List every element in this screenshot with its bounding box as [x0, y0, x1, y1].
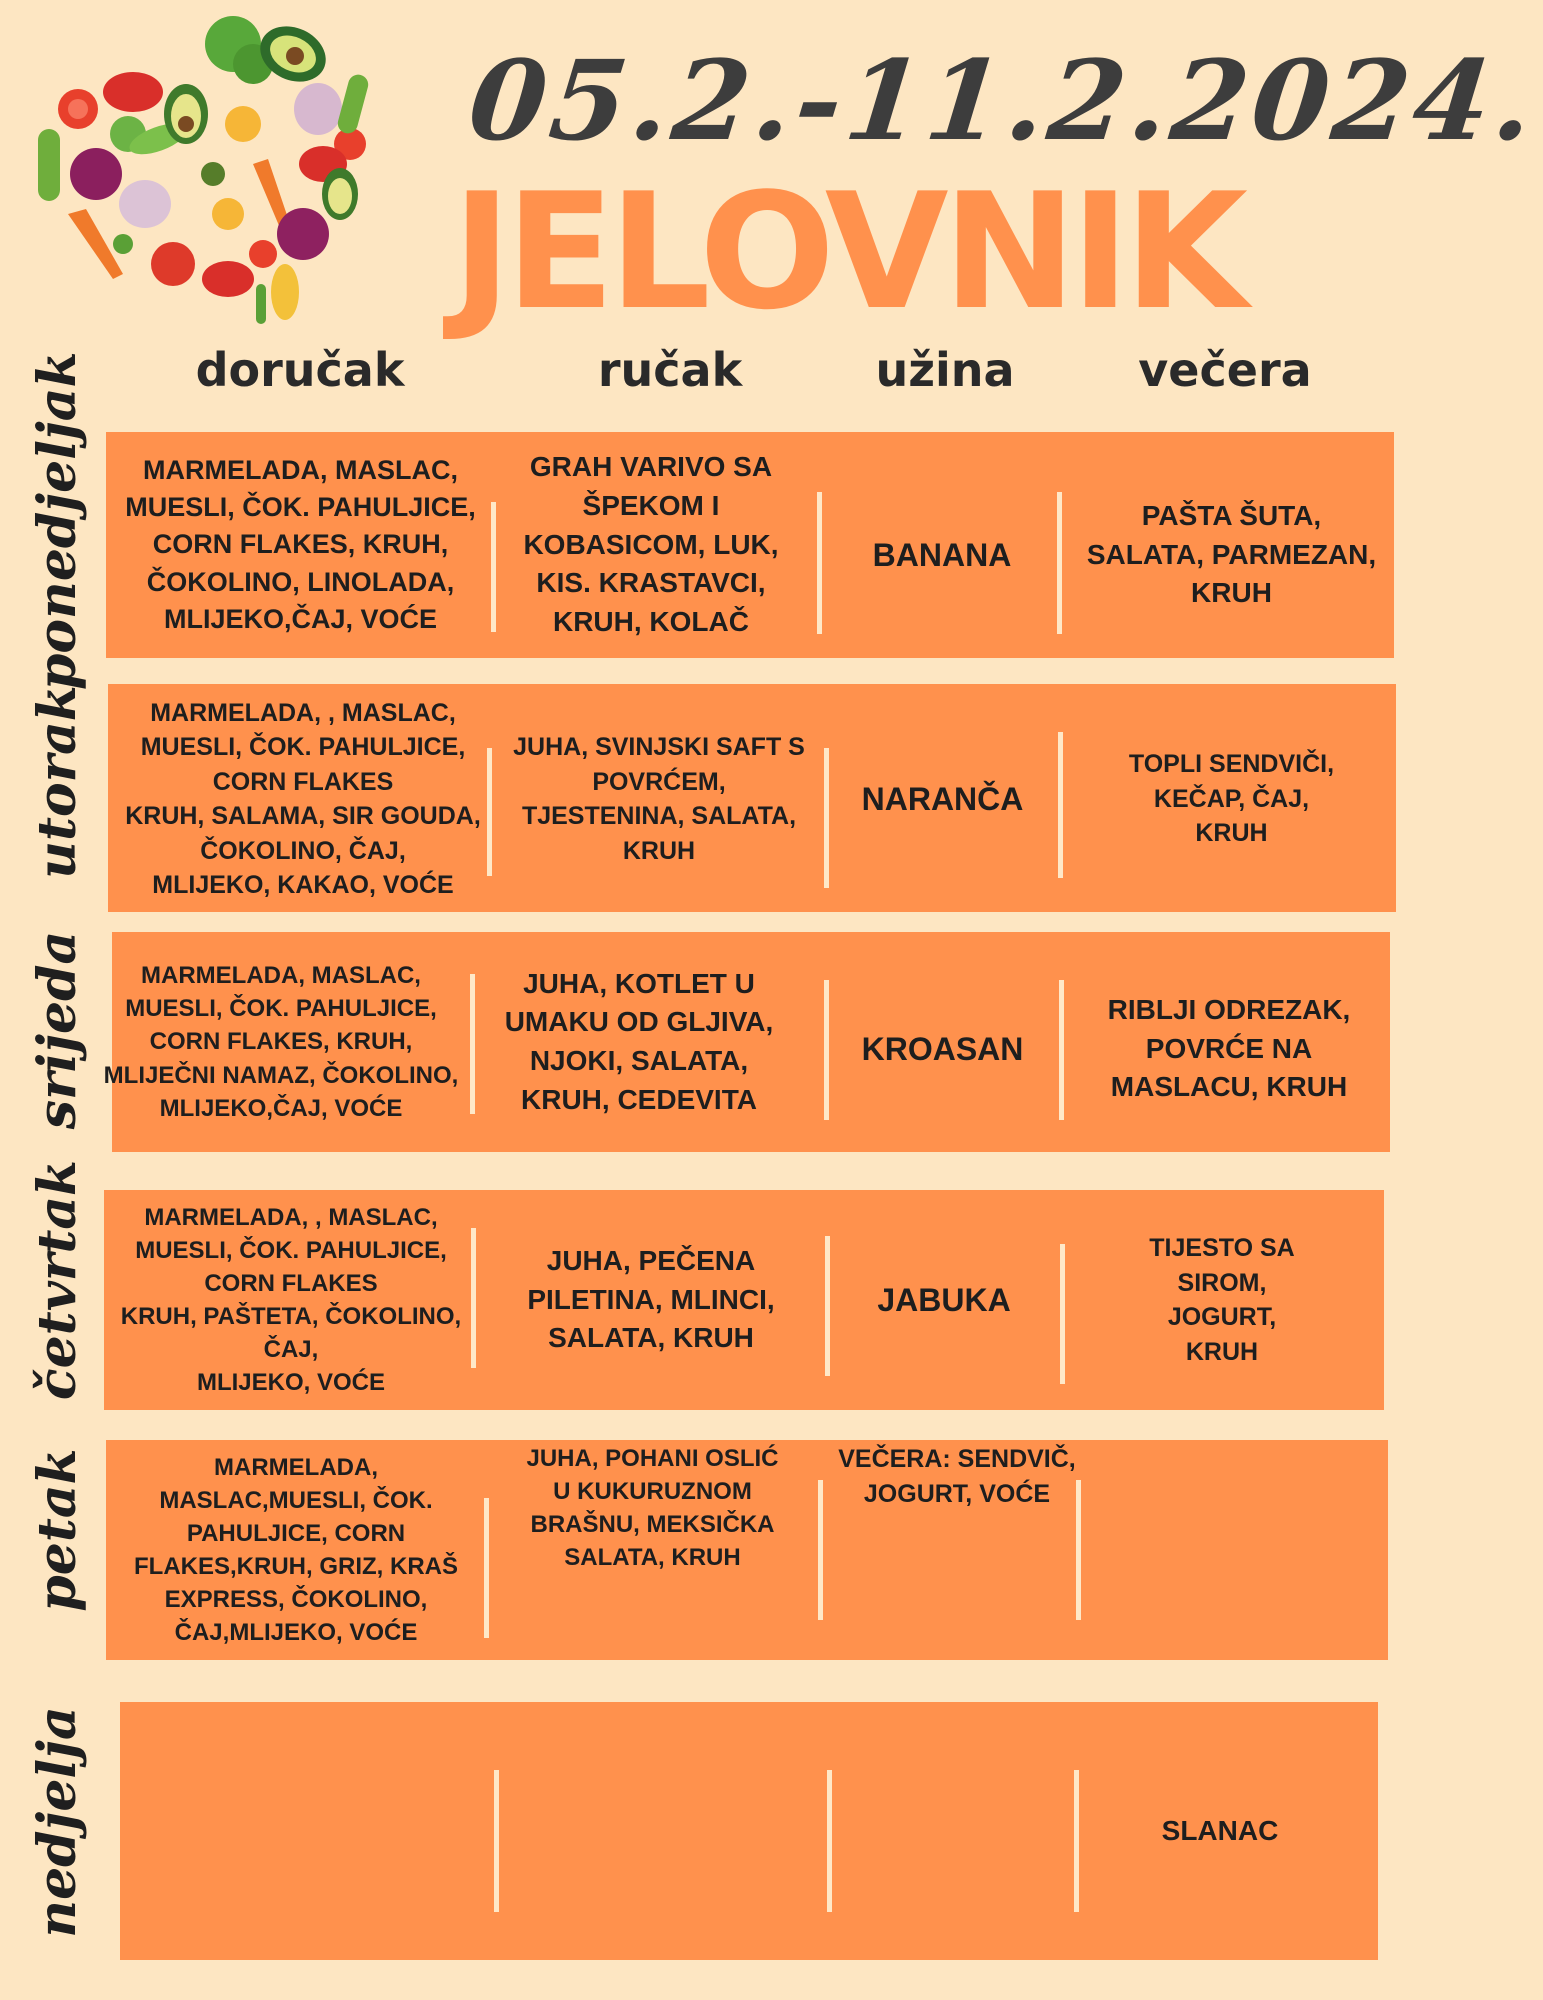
monday-breakfast: MARMELADA, MASLAC, MUESLI, ČOK. PAHULJICE, CORN FLAKES, KRUH, ČOKOLINO, LINOLADA, MLIJEKO,ČAJ, VOĆE: [125, 454, 476, 634]
tuesday-breakfast: MARMELADA, , MASLAC, MUESLI, ČOK. PAHULJICE, CORN FLAKES KRUH, SALAMA, SIR GOUDA, ČOKOLINO, ČAJ, MLIJEKO, KAKAO, VOĆE: [125, 698, 481, 899]
tuesday-snack: NARANČA: [861, 780, 1024, 817]
column-header-snack: užina: [875, 343, 1015, 397]
monday-snack: BANANA: [872, 536, 1012, 573]
sunday-dinner: SLANAC: [1161, 1814, 1279, 1846]
day-label-thursday: četvrtak: [27, 1159, 88, 1401]
friday-lunch: JUHA, POHANI OSLIĆ U KUKURUZNOM BRAŠNU, MEKSIČKA SALATA, KRUH: [526, 1445, 779, 1572]
day-label-monday: ponedjeljak: [27, 351, 88, 690]
day-label-sunday: nedjelja: [27, 1706, 88, 1938]
friday-breakfast: MARMELADA, MASLAC,MUESLI, ČOK. PAHULJICE, CORN FLAKES,KRUH, GRIZ, KRAŠ EXPRESS, ČOKOLINO, ČAJ,MLIJEKO, VOĆE: [134, 1453, 458, 1647]
column-header-breakfast: doručak: [195, 343, 405, 397]
thursday-breakfast: MARMELADA, , MASLAC, MUESLI, ČOK. PAHULJICE, CORN FLAKES KRUH, PAŠTETA, ČOKOLINO, ČAJ, MLIJEKO, VOĆE: [120, 1203, 462, 1397]
tuesday-dinner: TOPLI SENDVIČI, KEČAP, ČAJ, KRUH: [1128, 750, 1335, 848]
row-divider: [1058, 732, 1063, 878]
friday-snack: VEČERA: SENDVIČ, JOGURT, VOĆE: [838, 1445, 1076, 1508]
row-divider: [824, 980, 829, 1120]
friday-dinner: [1084, 1442, 1384, 1658]
row-divider: [824, 748, 829, 888]
column-header-lunch: ručak: [597, 343, 743, 397]
thursday-lunch: JUHA, PEČENA PILETINA, MLINCI, SALATA, KRUH: [527, 1245, 775, 1354]
monday-dinner: PAŠTA ŠUTA, SALATA, PARMEZAN, KRUH: [1086, 500, 1377, 609]
row-divider: [1074, 1770, 1079, 1912]
row-divider: [484, 1498, 489, 1638]
day-label-tuesday: utorak: [27, 685, 88, 879]
date-range: 05.2.-11.2.2024.: [463, 36, 1543, 165]
vegetable-heart-illustration: [28, 14, 368, 329]
column-header-dinner: večera: [1138, 343, 1312, 397]
menu-title: JELOVNIK: [452, 158, 1243, 345]
wednesday-snack: KROASAN: [861, 1030, 1024, 1067]
tuesday-lunch: JUHA, SVINJSKI SAFT S POVRĆEM, TJESTENINA, SALATA, KRUH: [513, 733, 805, 865]
wednesday-breakfast: MARMELADA, MASLAC, MUESLI, ČOK. PAHULJICE, CORN FLAKES, KRUH, MLIJEČNI NAMAZ, ČOKOLINO, MLIJEKO,ČAJ, VOĆE: [103, 962, 459, 1122]
monday-lunch: GRAH VARIVO SA ŠPEKOM I KOBASICOM, LUK, KIS. KRASTAVCI, KRUH, KOLAČ: [523, 451, 779, 637]
day-label-wednesday: srijeda: [27, 930, 88, 1130]
wednesday-lunch: JUHA, KOTLET U UMAKU OD GLJIVA, NJOKI, SALATA, KRUH, CEDEVITA: [504, 967, 774, 1115]
sunday-lunch: [500, 1704, 825, 1958]
wednesday-dinner: RIBLJI ODREZAK, POVRĆE NA MASLACU, KRUH: [1107, 994, 1351, 1103]
thursday-snack: JABUKA: [877, 1281, 1011, 1318]
thursday-dinner: TIJESTO SA SIROM, JOGURT, KRUH: [1149, 1234, 1295, 1366]
row-divider: [494, 1770, 499, 1912]
sunday-breakfast: [122, 1704, 492, 1958]
day-label-friday: petak: [27, 1448, 88, 1612]
row-divider: [1060, 1244, 1065, 1384]
sunday-snack: [832, 1704, 1072, 1958]
